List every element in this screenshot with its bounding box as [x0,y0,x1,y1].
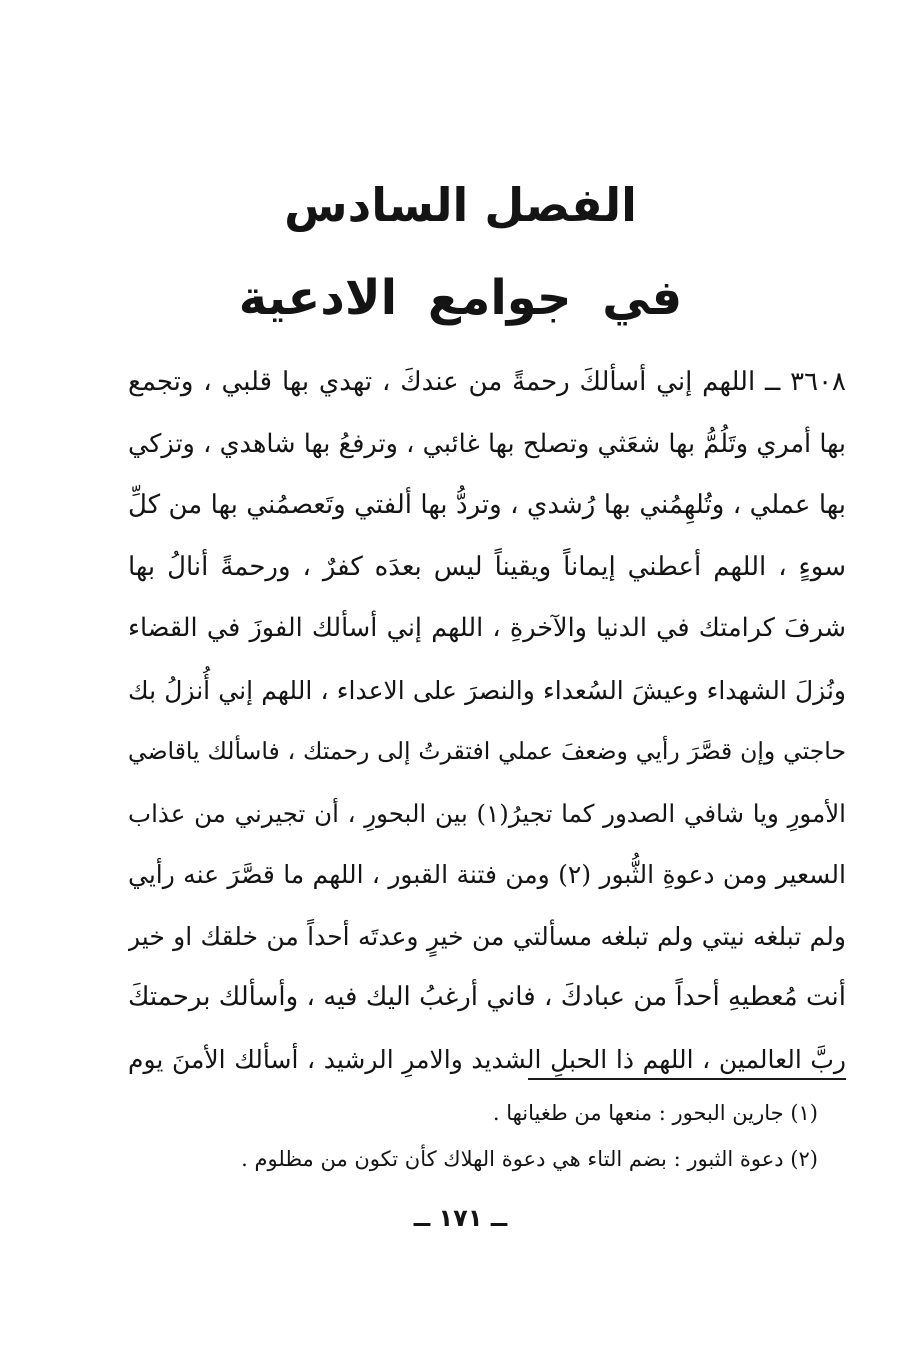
text-line: بها عملي ، وتُلهِمُني بها رُشدي ، وتردُّ بها ألفتي وتَعصمُني بها من كلِّ [128,490,846,520]
text-line: حاجتي وإن قصَّرَ رأيي وضعفَ عملي افتقرتُ إلى رحمتك ، فاسألك ياقاضي [128,737,846,765]
text-line: ربَّ العالمين ، اللهم ذا الحبلِ الشديد والامرِ الرشيد ، أسألك الأمنَ يوم [128,1044,846,1074]
text-line: الأمورِ ويا شافي الصدور كما تجيرُ(١) بين البحورِ ، أن تجيرني من عذاب [128,798,846,828]
text-line: ٣٦٠٨ ــ اللهم إني أسألكَ رحمةً من عندكَ ، تهدي بها قلبي ، وتجمع [128,367,846,397]
text-line: ونُزلَ الشهداء وعيشَ السُعداء والنصرَ على الاعداء ، اللهم إني أُنزلُ بك [128,675,846,705]
page-number: ــ ١٧١ ــ [413,1204,508,1232]
text-line: بها أمري وتَلُمُّ بها شعَثي وتصلح بها غائبي ، وترفعُ بها شاهدي ، وتزكي [128,428,846,459]
text-line: شرفَ كرامتك في الدنيا والآخرةِ ، اللهم إني أسألك الفوزَ في القضاء [128,613,846,643]
text-line: أنت مُعطيهِ أحداً من عبادكَ ، فاني أرغبُ اليك فيه ، وأسألك برحمتكَ [128,982,846,1012]
footnote-divider [528,1078,846,1080]
text-line: سوءٍ ، اللهم أعطني إيماناً ويقيناً ليس بعدَه كفرٌ ، ورحمةً أنالُ بها [128,551,846,582]
footnotes [128,1090,818,1182]
section-title: في جوامع الادعية [238,270,683,326]
body-text [128,352,846,1090]
text-line: السعير ومن دعوةِ الثُّبور (٢) ومن فتنة القبور ، اللهم ما قصَّرَ عنه رأيي [128,860,846,889]
footnote-1: (١) جارين البحور : منعها من طغيانها . [492,1101,818,1125]
text-line: ولم تبلغه نيتي ولم تبلغه مسألتي من خيرٍ وعدتَه أحداً من خلقك او خير [128,921,846,951]
chapter-title: الفصل السادس [284,178,637,232]
footnote-2: (٢) دعوة الثبور : بضم التاء هي دعوة الهلاك كأن تكون من مظلوم . [241,1147,818,1171]
